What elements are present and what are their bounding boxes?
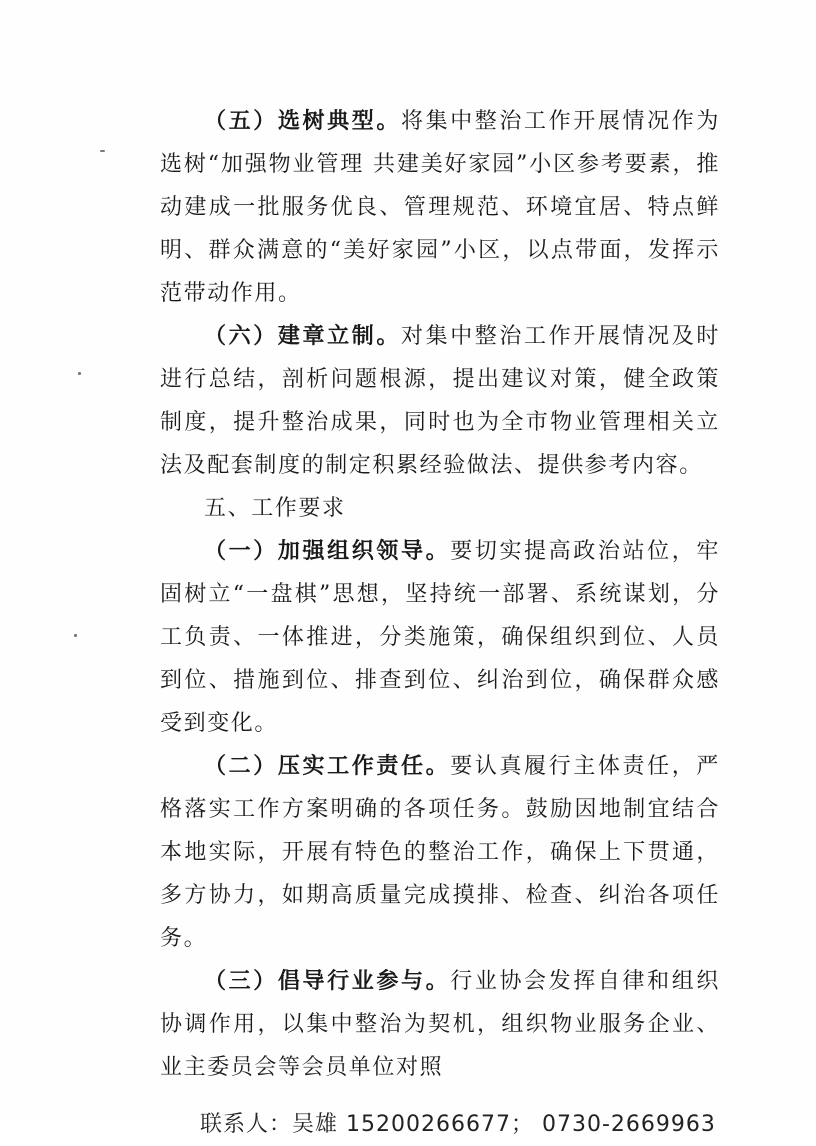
paragraph-lead: （六）建章立制。 [204,323,401,349]
paragraph-build-rules [160,315,720,487]
document-body [160,100,720,1146]
section-heading: 五、工作要求 [204,496,346,521]
paragraph-work-responsibility [160,745,720,960]
paragraph-industry-participation [160,960,720,1089]
paragraph-text: 要切实提高政治站位，牢固树立“一盘棋”思想，坚持统一部署、系统谋划，分工负责、一体推进，分类施策，确保组织到位、人员到位、措施到位、排查到位、纠治到位，确保群众感受到变化。 [160,539,720,736]
paragraph-lead: （一）加强组织领导。 [204,538,451,564]
paragraph-text: 行业协会发挥自律和组织协调作用，以集中整治为契机，组织物业服务企业、业主委员会等会员单位对照 [160,969,720,1080]
paragraph-select-models [160,100,720,315]
paragraph-lead: （二）压实工作责任。 [204,753,451,779]
paragraph-text: 将集中整治工作开展情况作为选树“加强物业管理 共建美好家园”小区参考要素，推动建成一批服务优良、管理规范、环境宜居、特点鲜明、群众满意的“美好家园”小区，以点带面，发挥示范带动作用。 [160,109,720,306]
paragraph-lead: （五）选树典型。 [204,108,401,134]
contact-line: 联系人：吴雄 15200266677； 0730-2669963 [200,1112,716,1137]
paragraph-text: 要认真履行主体责任，严格落实工作方案明确的各项任务。鼓励因地制宜结合本地实际，开展有特色的整治工作，确保上下贯通，多方协力，如期高质量完成摸排、检查、纠治各项任务。 [160,754,720,951]
paragraph-lead: （三）倡导行业参与。 [204,968,451,994]
paragraph-text: 对集中整治工作开展情况及时进行总结，剖析问题根源，提出建议对策，健全政策制度，提升整治成果，同时也为全市物业管理相关立法及配套制度的制定积累经验做法、提供参考内容。 [160,324,720,478]
paragraph-organization-leadership [160,530,720,745]
